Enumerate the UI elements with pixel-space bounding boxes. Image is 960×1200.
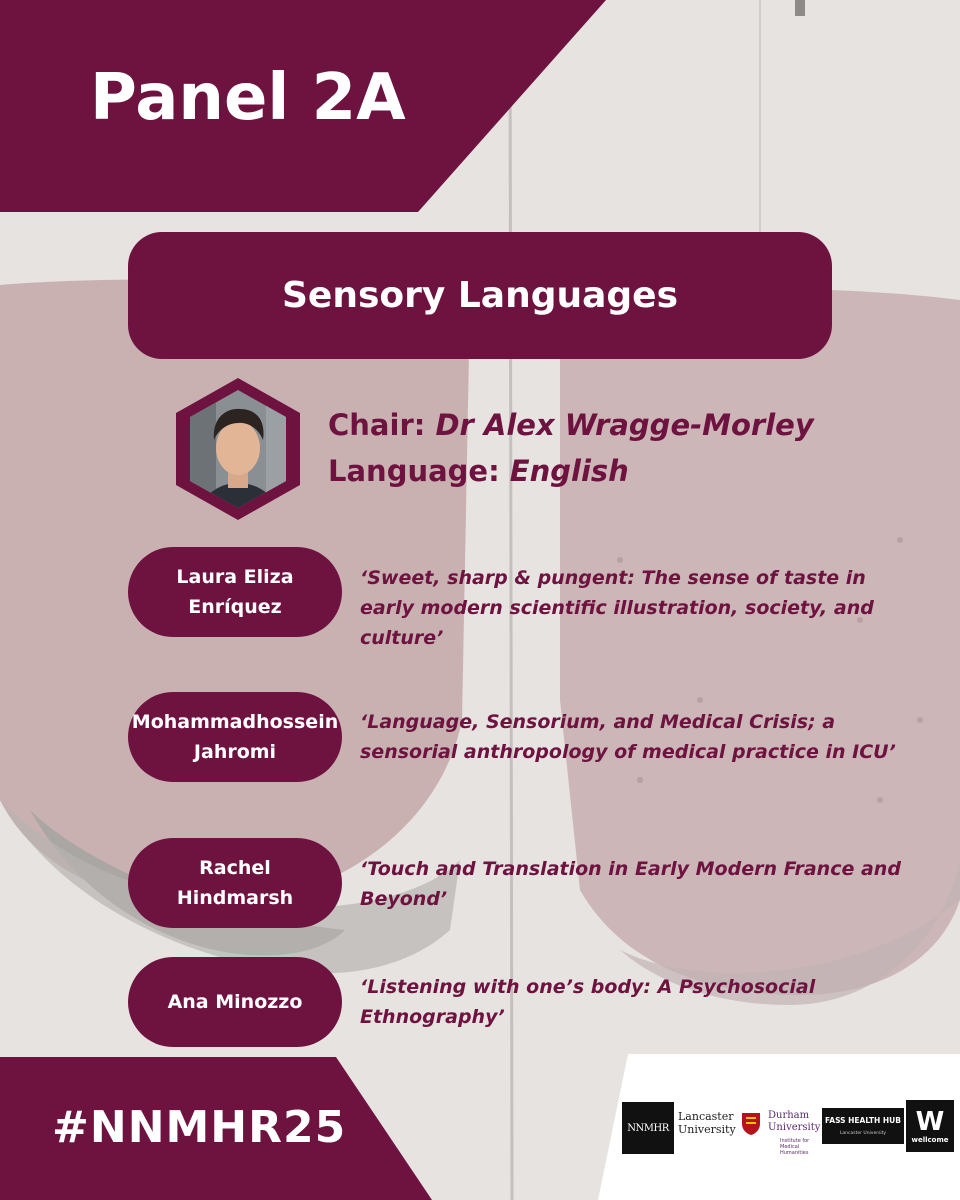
speaker-name-pill bbox=[128, 957, 342, 1047]
lancaster-logo-line: University bbox=[678, 1123, 736, 1136]
speaker-name: Jahromi bbox=[193, 741, 277, 763]
lancaster-crest-icon bbox=[741, 1112, 761, 1136]
speaker-name: Mohammadhossein bbox=[131, 711, 339, 733]
fass-logo-title: FASS HEALTH HUB bbox=[825, 1116, 901, 1125]
nnmhr-logo: NNMHR bbox=[622, 1102, 674, 1154]
speaker-name: Hindmarsh bbox=[176, 887, 294, 909]
talk-title: ‘Listening with one’s body: A Psychosocial Ethnography’ bbox=[360, 976, 816, 1028]
lancaster-university-logo bbox=[678, 1110, 740, 1136]
hashtag: #NNMHR25 bbox=[52, 1102, 347, 1153]
lancaster-logo-line: Lancaster bbox=[678, 1110, 734, 1123]
language-label: Language: bbox=[328, 454, 510, 488]
talk-title: ‘Language, Sensorium, and Medical Crisis; a sensorial anthropology of medical practice in ICU’ bbox=[360, 711, 896, 763]
durham-university-logo bbox=[768, 1110, 822, 1134]
session-title-box bbox=[128, 232, 832, 359]
language-value: English bbox=[509, 454, 629, 488]
durham-logo-line: Durham bbox=[768, 1110, 810, 1121]
fass-health-hub-logo bbox=[822, 1108, 904, 1144]
chair-line bbox=[328, 408, 814, 442]
speaker-name-pill bbox=[128, 692, 342, 782]
chair-avatar bbox=[176, 378, 300, 520]
speaker-name: Enríquez bbox=[188, 596, 282, 618]
language-line bbox=[328, 454, 629, 488]
talk-title: ‘Sweet, sharp & pungent: The sense of taste in early modern scientific illustration, society, and culture’ bbox=[360, 567, 874, 649]
durham-logo-line: University bbox=[768, 1122, 821, 1133]
chair-name: Dr Alex Wragge-Morley bbox=[435, 408, 814, 442]
wellcome-name: wellcome bbox=[911, 1136, 949, 1144]
speaker-name-pill bbox=[128, 838, 342, 928]
wellcome-logo bbox=[906, 1100, 954, 1152]
panel-title: Panel 2A bbox=[90, 61, 406, 135]
durham-logo-subtitle: Institute for Medical Humanities bbox=[780, 1138, 810, 1156]
speaker-name: Ana Minozzo bbox=[167, 991, 303, 1013]
speaker-name: Laura Eliza bbox=[176, 566, 294, 588]
chair-label: Chair: bbox=[328, 408, 436, 442]
speaker-name: Rachel bbox=[199, 857, 271, 879]
talk-title: ‘Touch and Translation in Early Modern France and Beyond’ bbox=[360, 858, 901, 910]
session-title: Sensory Languages bbox=[281, 275, 679, 316]
fass-logo-subtitle: Lancaster University bbox=[839, 1131, 887, 1136]
wellcome-mark: W bbox=[915, 1107, 945, 1137]
speaker-name-pill bbox=[128, 547, 342, 637]
